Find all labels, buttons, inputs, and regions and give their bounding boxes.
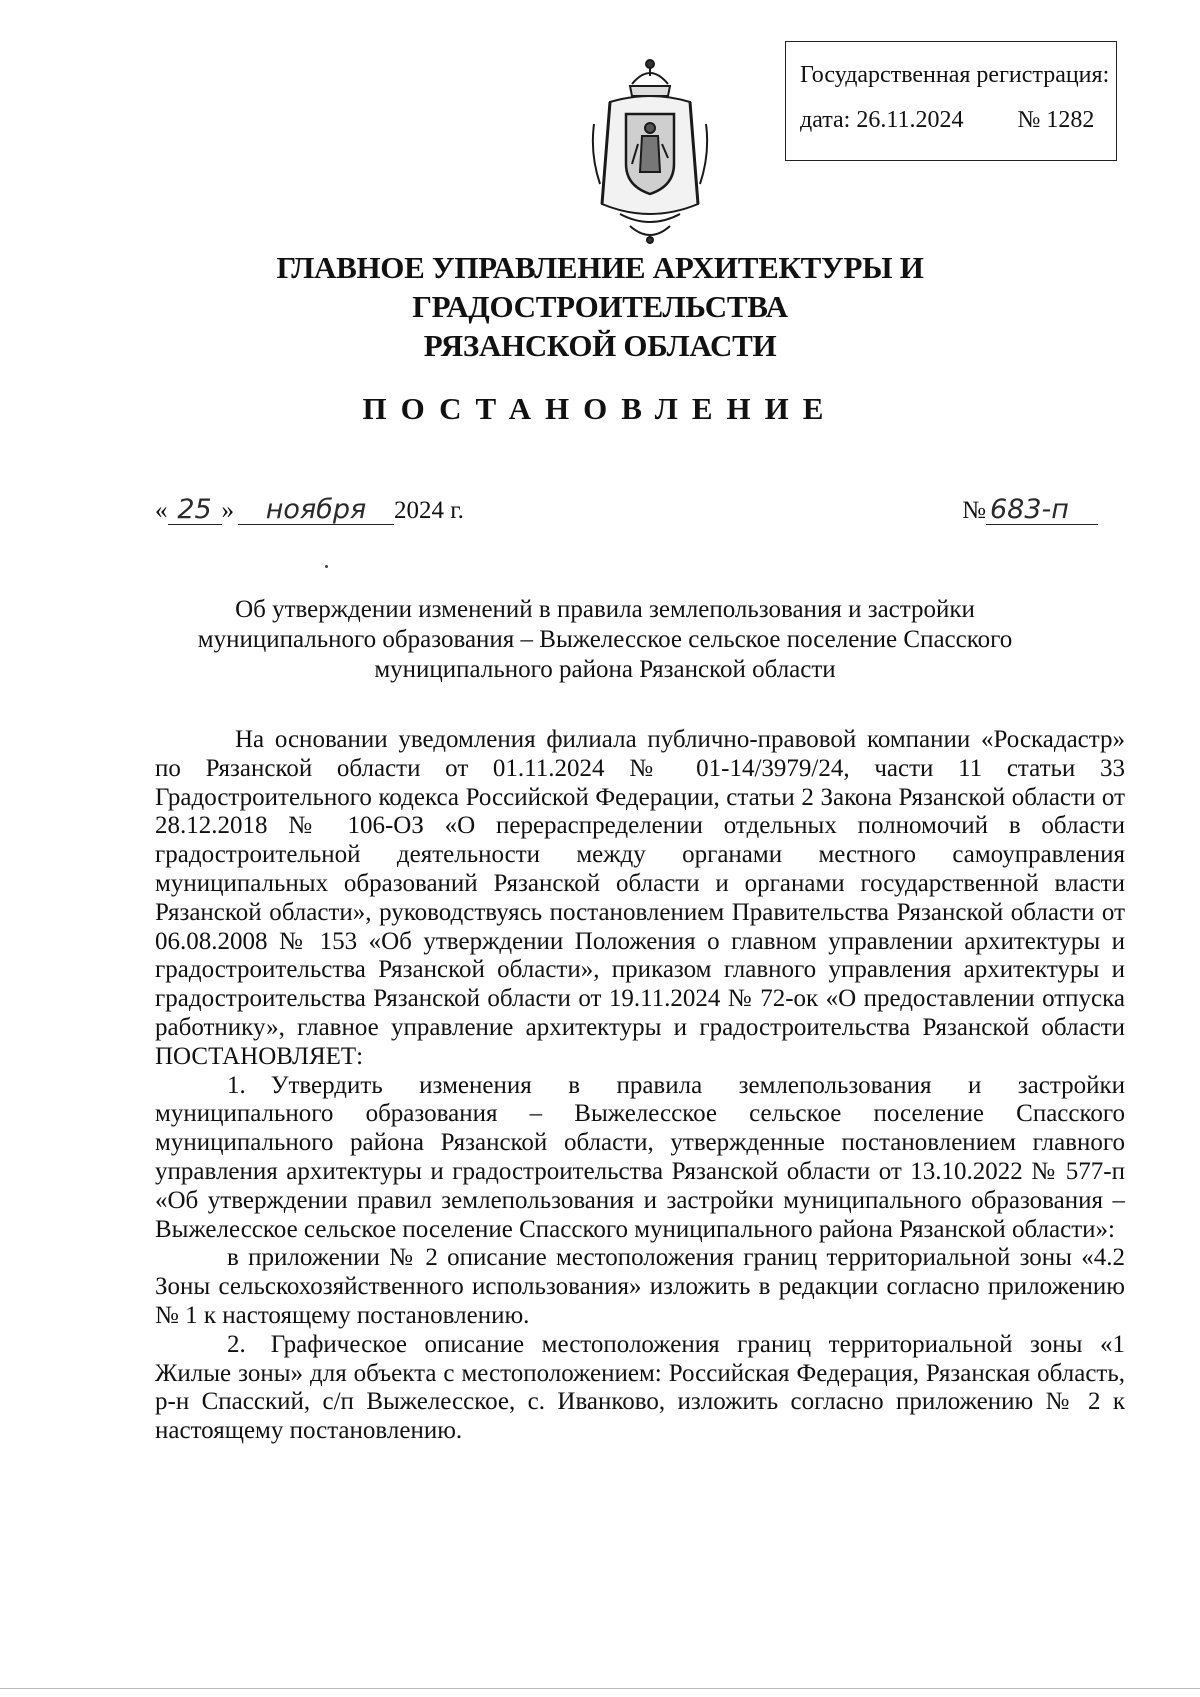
subject-line3: муниципального района Рязанской области (374, 656, 836, 683)
item-1-paragraph: 1. Утвердить изменения в правила землепользования и застройки муниципального образования – Выжелесское сельское поселение Спасского муниципального района Рязанской области, утвержденные постановлением главного управления архитектуры и градостроительства Рязанской области от 13.10.2022 № 577-п «Об утверждении правил землепользования и застройки муниципального образования – Выжелесское сельское поселение Спасского муниципального района Рязанской области»: (155, 1071, 1125, 1243)
date-month-handwritten: ноября (238, 496, 394, 525)
date-year: 2024 г. (394, 497, 464, 524)
coat-of-arms-drawing (580, 54, 720, 250)
organization-title-line1: ГЛАВНОЕ УПРАВЛЕНИЕ АРХИТЕКТУРЫ И ГРАДОСТРОИТЕЛЬСТВА (276, 250, 924, 324)
document-date (155, 496, 464, 525)
number-prefix: № (962, 497, 986, 524)
document-type-heading: ПОСТАНОВЛЕНИЕ (362, 391, 838, 426)
registration-details (800, 105, 1116, 136)
organization-title (100, 248, 1100, 365)
document-number (962, 496, 1098, 525)
registration-stamp (785, 41, 1117, 161)
subject-line1: Об утверждении изменений в правила землепользования и застройки (235, 596, 975, 623)
document-subject (160, 595, 1050, 685)
date-close-quote: » (221, 497, 234, 524)
date-open-quote: « (155, 497, 168, 524)
document-body (155, 726, 1125, 1446)
item-2-paragraph: 2. Графическое описание местоположения границ территориальной зоны «1 Жилые зоны» для объекта с местоположением: Российская Федерация, Рязанская область, р-н Спасский, с/п Выжелесское, с. Иванково, изложить согласно приложению № 2 к настоящему постановлению. (155, 1330, 1125, 1445)
scan-speck (325, 565, 328, 568)
page-bottom-rule (0, 1688, 1200, 1689)
ryazan-coat-of-arms-icon (580, 54, 720, 250)
number-value-handwritten: 683-п (986, 496, 1098, 525)
preamble-paragraph: На основании уведомления филиала публично-правовой компании «Роскадастр» по Рязанской области от 01.11.2024 № 01-14/3979/24, части 11 статьи 33 Градостроительного кодекса Российской Федерации, статьи 2 Закона Рязанской области от 28.12.2018 № 106-ОЗ «О перераспределении отдельных полномочий в области градостроительной деятельности между органами местного самоуправления муниципальных образований Рязанской области и органами государственной власти Рязанской области», руководствуясь постановлением Правительства Рязанской области от 06.08.2008 № 153 «Об утверждении Положения о главном управлении архитектуры и градостроительства Рязанской области», приказом главного управления архитектуры и градостроительства Рязанской области от 19.11.2024 № 72-ок «О предоставлении отпуска работнику», главное управление архитектуры и градостроительства Рязанской области ПОСТАНОВЛЯЕТ: (155, 726, 1125, 1070)
item-1-subparagraph: в приложении № 2 описание местоположения границ территориальной зоны «4.2 Зоны сельскохозяйственного использования» изложить в редакции согласно приложению № 1 к настоящему постановлению. (155, 1244, 1125, 1329)
organization-title-line2: РЯЗАНСКОЙ ОБЛАСТИ (423, 328, 777, 363)
registration-title: Государственная регистрация: (800, 62, 1110, 88)
subject-line2: муниципального образования – Выжелесское сельское поселение Спасского (197, 626, 1013, 653)
registration-date: дата: 26.11.2024 (800, 107, 964, 134)
date-day-handwritten: 25 (168, 496, 222, 525)
registration-number: № 1282 (1017, 107, 1095, 134)
